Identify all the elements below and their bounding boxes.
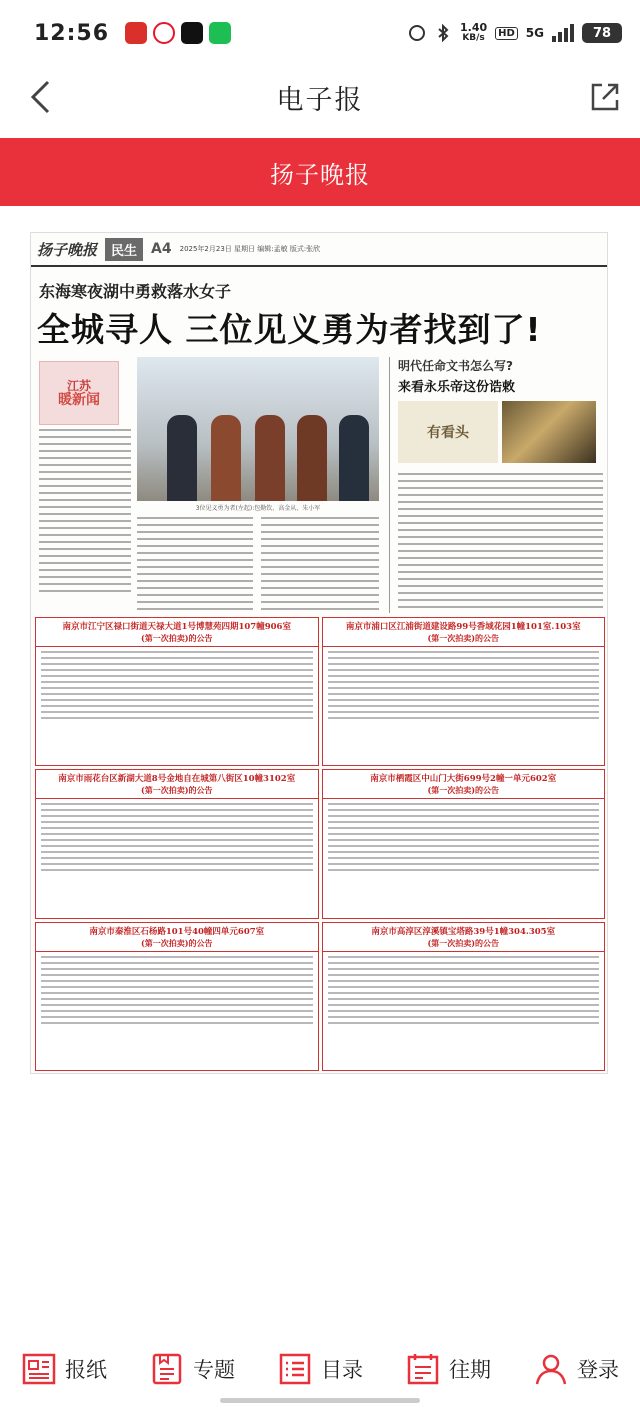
auction-notice[interactable]: 南京市江宁区禄口街道天禄大道1号博慧苑四期107幢906室 (第一次拍卖)的公告 bbox=[35, 617, 319, 766]
list-icon bbox=[277, 1351, 313, 1387]
tab-login[interactable]: 登录 bbox=[512, 1339, 640, 1399]
tab-archive[interactable]: 往期 bbox=[384, 1339, 512, 1399]
bluetooth-icon bbox=[434, 24, 452, 42]
tiktok-icon bbox=[181, 22, 203, 44]
newspaper-page[interactable] bbox=[30, 232, 608, 1074]
nav-bar bbox=[0, 66, 640, 128]
tab-contents[interactable]: 目录 bbox=[256, 1339, 384, 1399]
share-icon bbox=[588, 80, 622, 114]
section-label: 民生 bbox=[105, 238, 143, 261]
auction-notices bbox=[35, 617, 605, 1071]
signal-label: 5G bbox=[525, 26, 544, 40]
weibo-icon bbox=[153, 22, 175, 44]
auction-notice[interactable]: 南京市雨花台区新湖大道8号金地自在城第八街区10幢3102室 (第一次拍卖)的公告 bbox=[35, 769, 319, 918]
auction-notice[interactable]: 南京市浦口区江浦街道建设路99号香域花园1幢101室.103室 (第一次拍卖)的公告 bbox=[322, 617, 606, 766]
masthead-logo: 扬子晚报 bbox=[37, 240, 98, 259]
page-title: 电子报 bbox=[276, 84, 364, 116]
side-image-label: 有看头 bbox=[398, 401, 498, 463]
topic-icon bbox=[149, 1351, 185, 1387]
status-bar bbox=[0, 0, 640, 66]
page-masthead bbox=[31, 233, 607, 267]
lead-article[interactable] bbox=[35, 357, 383, 613]
auction-notice[interactable]: 南京市栖霞区中山门大街699号2幢一单元602室 (第一次拍卖)的公告 bbox=[322, 769, 606, 918]
status-indicators bbox=[408, 22, 622, 44]
page-meta: 2025年2月23日 星期日 编辑:孟敏 版式:张欣 bbox=[179, 245, 321, 253]
net-speed: 1.40 KB/s bbox=[459, 21, 488, 43]
article-body-col1 bbox=[39, 429, 131, 597]
article-headline[interactable]: 全城寻人 三位见义勇为者找到了! bbox=[37, 310, 542, 349]
article-body-col3 bbox=[261, 517, 379, 615]
scroll-image bbox=[502, 401, 596, 463]
app-notification-icon bbox=[125, 22, 147, 44]
side-article-title: 来看永乐帝这份诰敕 bbox=[398, 380, 516, 395]
tab-topics[interactable]: 专题 bbox=[128, 1339, 256, 1399]
signal-icon bbox=[552, 24, 574, 42]
article-subheadline[interactable]: 东海寒夜湖中勇救落水女子 bbox=[39, 282, 232, 301]
status-app-icons bbox=[125, 22, 231, 44]
article-body-col2 bbox=[137, 517, 253, 615]
side-article[interactable] bbox=[389, 357, 603, 613]
paper-name-bar bbox=[0, 138, 640, 206]
bottom-tab-bar bbox=[0, 1330, 640, 1408]
newspaper-icon bbox=[21, 1351, 57, 1387]
archive-icon bbox=[405, 1351, 441, 1387]
page-number: A4 bbox=[151, 241, 172, 257]
auction-notice[interactable]: 南京市秦淮区石杨路101号40幢四单元607室 (第一次拍卖)的公告 bbox=[35, 922, 319, 1071]
back-button[interactable] bbox=[22, 78, 58, 116]
tab-newspaper[interactable]: 报纸 bbox=[0, 1339, 128, 1399]
user-icon bbox=[533, 1351, 569, 1387]
iqiyi-icon bbox=[209, 22, 231, 44]
article-photo bbox=[137, 357, 379, 501]
side-article-kicker: 明代任命文书怎么写? bbox=[398, 359, 513, 373]
warm-news-badge: 江苏 暖新闻 bbox=[39, 361, 119, 425]
chevron-left-icon bbox=[29, 79, 51, 115]
battery-indicator: 78 bbox=[582, 23, 622, 43]
auction-notice[interactable]: 南京市高淳区淳溪镇宝塔路39号1幢304.305室 (第一次拍卖)的公告 bbox=[322, 922, 606, 1071]
hd-badge: HD bbox=[495, 27, 518, 40]
photo-caption: 3位见义勇为者(左起):包勤钦、高金从、朱小军 bbox=[195, 505, 321, 512]
status-time: 12:56 bbox=[34, 20, 110, 46]
home-indicator[interactable] bbox=[220, 1398, 420, 1403]
alarm-icon bbox=[408, 24, 426, 42]
paper-name: 扬子晚报 bbox=[270, 160, 370, 189]
share-button[interactable] bbox=[588, 80, 622, 114]
side-article-body bbox=[398, 473, 603, 608]
side-article-images bbox=[398, 401, 603, 463]
